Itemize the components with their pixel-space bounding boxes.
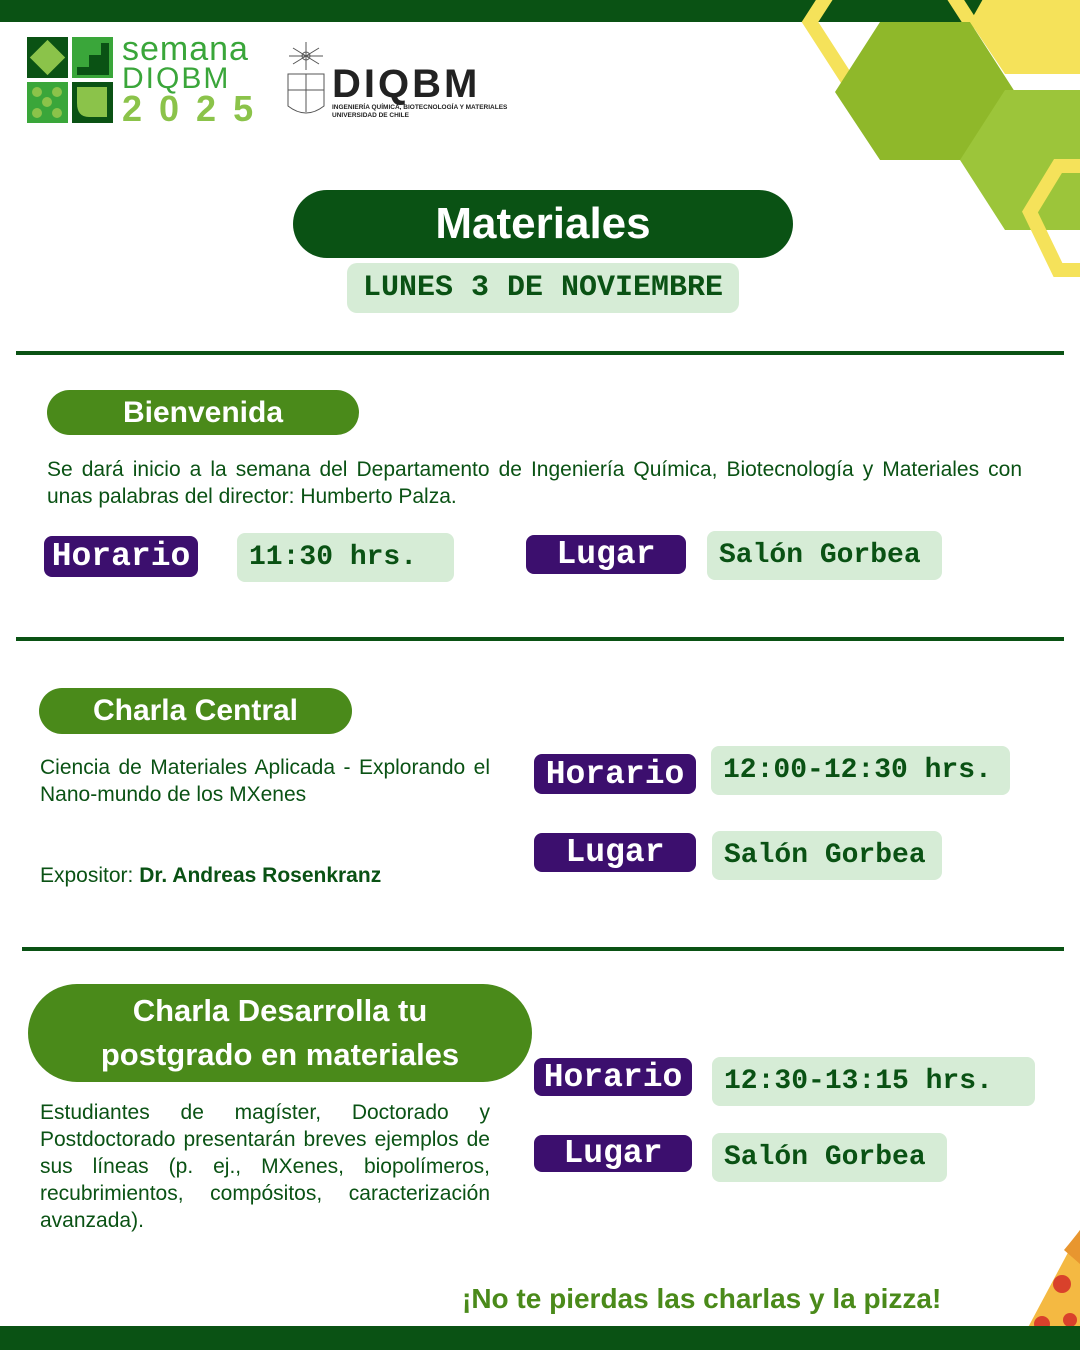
speaker-label: Expositor: [40,864,140,887]
horario-value: 12:30-13:15 hrs. [712,1057,1035,1106]
lugar-label: Lugar [534,833,696,872]
section-title-line: postgrado en materiales [100,1037,460,1072]
university-crest-icon [285,40,327,124]
semana-logo-icon [27,37,113,123]
speaker-line [40,862,500,889]
divider [16,351,1064,355]
divider [22,947,1064,951]
section-description: Se dará inicio a la semana del Departamento de Ingeniería Química, Biotecnología y Materiales con unas palabras del director: Humberto Palza. [47,458,1022,508]
section-description: Ciencia de Materiales Aplicada - Explorando el Nano-mundo de los MXenes [40,756,490,806]
page-title: Materiales [293,190,793,258]
university-name: UNIVERSIDAD DE CHILE [332,112,409,119]
horario-value: 11:30 hrs. [237,533,454,582]
horario-label: Horario [534,1058,692,1096]
lugar-label: Lugar [534,1135,692,1172]
section-title-charla-central: Charla Central [39,688,352,734]
bottom-bar [0,1326,1080,1350]
department-subtitle: INGENIERÍA QUÍMICA, BIOTECNOLOGÍA Y MATERIALES [332,104,508,111]
horario-label: Horario [44,536,198,577]
section-description: Estudiantes de magíster, Doctorado y Postdoctorado presentarán breves ejemplos de sus líneas (p. ej., MXenes, biopolímeros, recubrimientos, compósitos, caracterización avanzada). [40,1101,490,1232]
lugar-value: Salón Gorbea [707,531,942,580]
lugar-value: Salón Gorbea [712,1133,947,1182]
lugar-label: Lugar [526,535,686,574]
event-date: LUNES 3 DE NOVIEMBRE [347,263,739,313]
hexagon-decoration [790,0,1080,290]
section-title-postgrado [28,984,532,1082]
footer-message: ¡No te pierdas las charlas y la pizza! [462,1283,942,1314]
section-title-line: Charla Desarrolla tu [132,993,428,1028]
department-logo-text: DIQBM [332,62,481,106]
speaker-name: Dr. Andreas Rosenkranz [139,864,382,887]
lugar-value: Salón Gorbea [712,831,942,880]
horario-label: Horario [534,754,696,794]
section-title-bienvenida: Bienvenida [47,390,359,435]
logo-year: 2025 [122,88,271,129]
divider [16,637,1064,641]
logo-diqbm: DIQBM [122,62,231,95]
logo-semana: semana [122,30,249,68]
horario-value: 12:00-12:30 hrs. [711,746,1010,795]
